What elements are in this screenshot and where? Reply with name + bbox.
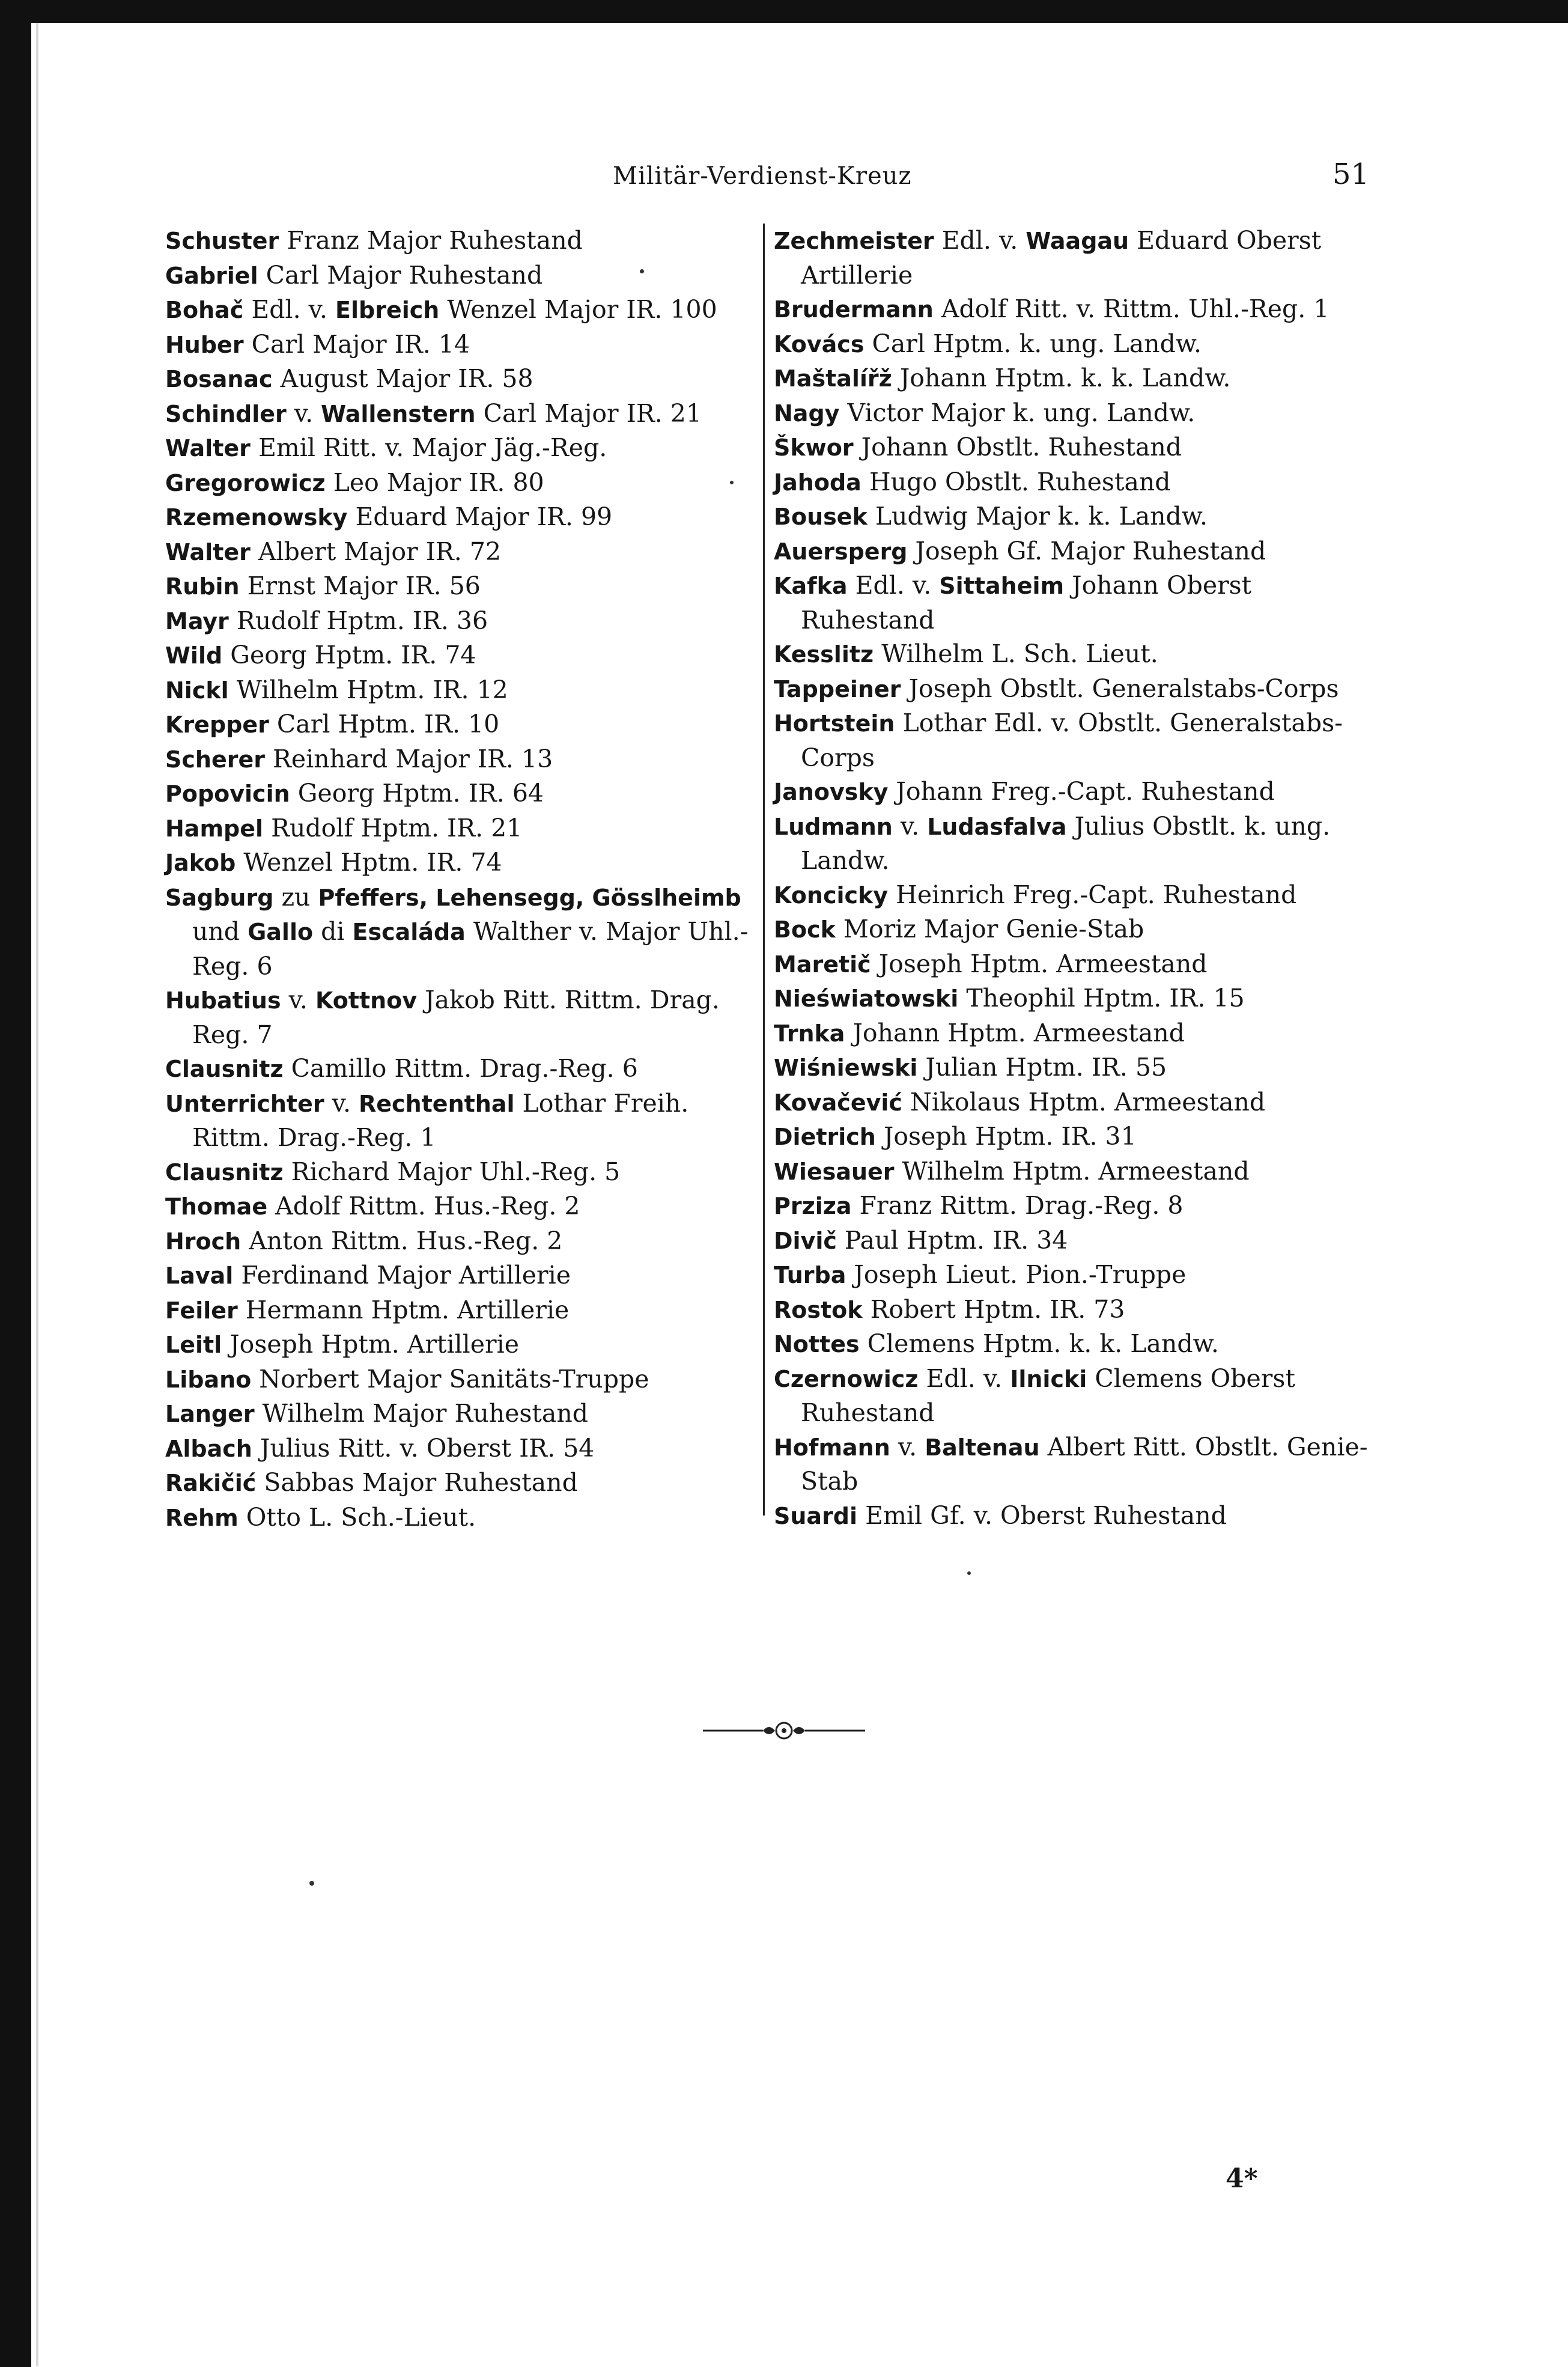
- entry-surname: Feiler: [165, 1297, 238, 1324]
- list-item: [165, 1500, 754, 1535]
- entry-surname: Libano: [165, 1366, 252, 1393]
- entry-details: Theophil Hptm. IR. 15: [958, 984, 1245, 1013]
- entry-surname: Elbreich: [335, 297, 440, 323]
- entry-details: Carl Major IR. 14: [243, 329, 470, 359]
- entry-surname: Clausnitz: [165, 1056, 284, 1082]
- list-item: [774, 1223, 1378, 1258]
- entry-details: Franz Rittm. Drag.-Reg. 8: [851, 1191, 1184, 1220]
- list-item: [774, 1189, 1378, 1223]
- list-item: [774, 224, 1378, 292]
- list-item: [774, 361, 1378, 396]
- entry-surname: Waagau: [1026, 228, 1129, 254]
- entry-surname: Ludmann: [774, 813, 893, 840]
- list-item: [165, 1293, 754, 1328]
- entry-surname: Sagburg: [165, 884, 274, 911]
- entry-details: Adolf Rittm. Hus.-Reg. 2: [267, 1192, 580, 1220]
- entry-surname: Popovicin: [165, 781, 290, 807]
- list-item: [165, 1466, 754, 1500]
- entry-surname: Hofmann: [774, 1434, 890, 1461]
- entry-surname: Janovsky: [774, 779, 889, 805]
- entry-details: Johann Hptm. Armeestand: [845, 1018, 1185, 1047]
- entry-details: v.: [324, 1088, 359, 1118]
- list-item: [165, 638, 754, 673]
- entry-details: Ernst Major IR. 56: [239, 571, 481, 600]
- entry-surname: Albach: [165, 1435, 252, 1462]
- entry-details: Rudolf Hptm. IR. 21: [263, 813, 523, 842]
- entry-details: Wilhelm Hptm. Armeestand: [894, 1156, 1250, 1186]
- list-item: [774, 637, 1378, 672]
- entry-details: Joseph Lieut. Pion.-Truppe: [846, 1260, 1187, 1289]
- list-item: [165, 742, 754, 777]
- entry-details: di: [313, 917, 353, 946]
- list-item: [165, 293, 754, 327]
- entry-surname: Dietrich: [774, 1124, 876, 1150]
- entry-surname: Divič: [774, 1227, 837, 1254]
- entry-surname: Jahoda: [774, 469, 861, 496]
- speck: [309, 1881, 314, 1886]
- entry-details: Clemens Oberst Ruhestand: [801, 1363, 1295, 1427]
- entry-surname: Jakob: [165, 850, 236, 876]
- entry-details: Joseph Gf. Major Ruhestand: [907, 536, 1266, 565]
- entry-details: Georg Hptm. IR. 74: [222, 641, 476, 669]
- entry-surname: Wallenstern: [321, 400, 476, 427]
- entry-surname: Clausnitz: [165, 1159, 284, 1186]
- list-item: [774, 1085, 1378, 1120]
- entry-surname: Maštalířž: [774, 365, 892, 392]
- entry-surname: Scherer: [165, 746, 265, 773]
- entry-details: und: [192, 917, 248, 946]
- list-item: [165, 1362, 754, 1397]
- entry-details: Edl. v.: [243, 295, 336, 324]
- list-item: [774, 465, 1378, 500]
- list-item: [165, 431, 754, 466]
- list-item: [165, 880, 754, 984]
- list-item: [165, 1224, 754, 1259]
- entry-details: v.: [286, 398, 321, 428]
- entry-details: Lothar Edl. v. Obstlt. Generalstabs-Corps: [801, 708, 1343, 772]
- left-column: [165, 224, 754, 1535]
- entry-surname: Rechtenthal: [359, 1090, 515, 1117]
- entry-details: Rudolf Hptm. IR. 36: [228, 606, 488, 635]
- entry-surname: Schindler: [165, 400, 287, 427]
- page-edge: [36, 23, 38, 2366]
- entry-surname: Konciсky: [774, 882, 889, 909]
- list-item: [774, 947, 1378, 982]
- entry-surname: Tappeiner: [774, 675, 901, 702]
- entry-surname: Auersperg: [774, 538, 908, 565]
- list-item: [774, 499, 1378, 534]
- list-item: [165, 1189, 754, 1224]
- entry-details: Carl Major IR. 21: [475, 398, 702, 428]
- entry-details: Emil Gf. v. Oberst Ruhestand: [857, 1500, 1227, 1530]
- entry-surname: Czernowicz: [774, 1365, 919, 1392]
- entry-surname: Bock: [774, 916, 836, 943]
- entry-details: Camillo Rittm. Drag.-Reg. 6: [283, 1054, 638, 1083]
- entry-surname: Škwor: [774, 434, 854, 461]
- page-number: 51: [1332, 157, 1370, 191]
- entry-surname: Walter: [165, 538, 251, 565]
- entry-surname: Hampel: [165, 815, 264, 842]
- entry-details: Clemens Hptm. k. k. Landw.: [859, 1329, 1219, 1358]
- entry-details: Sabbas Major Ruhestand: [256, 1468, 578, 1497]
- entry-details: Heinrich Freg.-Capt. Ruhestand: [888, 880, 1297, 909]
- entry-surname: Turba: [774, 1262, 846, 1288]
- entry-surname: Ilnicki: [1010, 1365, 1087, 1392]
- entry-details: Georg Hptm. IR. 64: [290, 779, 544, 808]
- list-item: [774, 568, 1378, 637]
- entry-details: Wilhelm Major Ruhestand: [254, 1399, 589, 1428]
- entry-details: Julian Hptm. IR. 55: [917, 1053, 1167, 1082]
- column-divider: [763, 224, 765, 1516]
- entry-surname: Rzemenowsky: [165, 504, 348, 531]
- entry-details: Johann Obstlt. Ruhestand: [853, 433, 1182, 462]
- entry-details: Hugo Obstlt. Ruhestand: [861, 467, 1171, 496]
- entry-details: Robert Hptm. IR. 73: [862, 1294, 1125, 1324]
- scan-border-top: [0, 0, 1568, 23]
- list-item: [165, 1431, 754, 1466]
- list-item: [165, 569, 754, 604]
- entry-surname: Gabriel: [165, 262, 258, 289]
- list-item: [165, 500, 754, 535]
- list-item: [774, 672, 1378, 707]
- list-item: [774, 292, 1378, 327]
- list-item: [774, 981, 1378, 1016]
- entry-details: Reinhard Major IR. 13: [264, 744, 553, 773]
- list-item: [774, 396, 1378, 431]
- entry-surname: Huber: [165, 331, 244, 358]
- entry-details: Eduard Major IR. 99: [347, 502, 613, 531]
- list-item: [774, 878, 1378, 913]
- entry-surname: Bousek: [774, 504, 868, 530]
- entry-details: Joseph Obstlt. Generalstabs-Corps: [901, 674, 1339, 703]
- entry-details: Edl. v.: [918, 1363, 1010, 1393]
- entry-details: Albert Ritt. Obstlt. Genie-Stab: [801, 1432, 1368, 1496]
- entry-details: Leo Major IR. 80: [325, 468, 544, 497]
- entry-details: Edl. v.: [934, 226, 1026, 255]
- entry-details: Carl Hptm. IR. 10: [269, 710, 500, 739]
- entry-surname: Wiesauer: [774, 1158, 895, 1185]
- list-item: [165, 811, 754, 846]
- list-item: [774, 809, 1378, 878]
- entry-surname: Rehm: [165, 1504, 239, 1531]
- list-item: [774, 1327, 1378, 1362]
- list-item: [165, 1397, 754, 1431]
- entry-details: Nikolaus Hptm. Armeestand: [902, 1087, 1266, 1116]
- entry-surname: Mayr: [165, 608, 229, 635]
- list-item: [774, 1120, 1378, 1154]
- entry-details: Walther v. Major Uhl.-Reg. 6: [192, 917, 749, 981]
- speck: [730, 481, 734, 484]
- entry-surname: Rostok: [774, 1296, 863, 1323]
- entry-details: Moriz Major Genie-Stab: [835, 915, 1144, 943]
- list-item: [774, 706, 1378, 775]
- scan-border-left: [0, 0, 31, 2367]
- entry-surname: Walter: [165, 435, 251, 462]
- list-item: [774, 1362, 1378, 1430]
- entry-details: Joseph Hptm. Artillerie: [222, 1330, 520, 1359]
- entry-details: Wenzel Major IR. 100: [439, 295, 717, 324]
- list-item: [774, 327, 1378, 362]
- entry-details: Wilhelm L. Sch. Lieut.: [874, 639, 1158, 668]
- entry-details: Julius Ritt. v. Oberst IR. 54: [252, 1433, 595, 1463]
- list-item: [165, 397, 754, 431]
- list-item: [774, 1258, 1378, 1293]
- entry-surname: Kesslitz: [774, 641, 874, 668]
- list-item: [165, 1086, 754, 1155]
- entry-details: Joseph Hptm. Armeestand: [871, 949, 1208, 978]
- entry-surname: Nagy: [774, 400, 840, 427]
- list-item: [774, 1499, 1378, 1534]
- entry-details: Joseph Hptm. IR. 31: [875, 1122, 1137, 1151]
- entry-surname: Schuster: [165, 228, 279, 254]
- entry-surname: Kafka: [774, 573, 848, 599]
- entry-surname: Prziza: [774, 1193, 852, 1219]
- list-item: [774, 1050, 1378, 1085]
- entry-surname: Brudermann: [774, 296, 934, 323]
- list-item: [165, 1052, 754, 1086]
- entry-surname: Langer: [165, 1401, 255, 1427]
- entry-details: Albert Major IR. 72: [250, 537, 502, 566]
- list-item: [165, 535, 754, 570]
- entry-surname: Hubatius: [165, 987, 281, 1014]
- list-item: [774, 430, 1378, 465]
- entry-details: August Major IR. 58: [272, 364, 533, 393]
- entry-details: Wenzel Hptm. IR. 74: [236, 848, 502, 877]
- entry-surname: Bohač: [165, 297, 244, 323]
- entry-surname: Thomae: [165, 1193, 268, 1220]
- list-item: [165, 776, 754, 811]
- entry-surname: Krepper: [165, 711, 269, 738]
- entry-surname: Pfeffers, Lehensegg, Gösslheimb: [318, 884, 741, 911]
- entry-surname: Nieświatowski: [774, 985, 959, 1012]
- list-item: [774, 534, 1378, 569]
- speck: [967, 1571, 971, 1575]
- entry-surname: Bosanac: [165, 366, 273, 392]
- list-item: [165, 707, 754, 742]
- entry-details: Lothar Freih. Rittm. Drag.-Reg. 1: [192, 1088, 689, 1152]
- entry-surname: Escaláda: [352, 919, 466, 945]
- entry-details: Johann Hptm. k. k. Landw.: [892, 364, 1231, 392]
- entry-surname: Kovács: [774, 331, 865, 358]
- entry-details: Eduard Oberst Artillerie: [801, 226, 1322, 290]
- list-item: [774, 775, 1378, 809]
- list-item: [774, 1016, 1378, 1051]
- entry-surname: Unterrichter: [165, 1090, 324, 1117]
- list-item: [165, 224, 754, 258]
- list-item: [165, 258, 754, 293]
- entry-details: Carl Major Ruhestand: [258, 260, 543, 290]
- entry-details: Wilhelm Hptm. IR. 12: [228, 675, 508, 704]
- entry-surname: Rakičić: [165, 1470, 257, 1496]
- list-item: [165, 362, 754, 397]
- entry-surname: Nottes: [774, 1331, 860, 1357]
- list-item: [774, 912, 1378, 947]
- entry-surname: Sittaheim: [939, 573, 1065, 599]
- list-item: [165, 604, 754, 639]
- entry-surname: Kovačević: [774, 1089, 902, 1116]
- entry-details: Anton Rittm. Hus.-Reg. 2: [241, 1226, 563, 1255]
- entry-details: Carl Hptm. k. ung. Landw.: [864, 329, 1202, 358]
- entry-surname: Trnka: [774, 1020, 845, 1047]
- entry-surname: Laval: [165, 1263, 234, 1289]
- entry-surname: Nickl: [165, 677, 229, 704]
- entry-details: Ludwig Major k. k. Landw.: [867, 502, 1208, 531]
- list-item: [165, 1155, 754, 1190]
- entry-details: Julius Obstlt. k. ung. Landw.: [801, 811, 1331, 875]
- entry-details: v.: [892, 811, 928, 841]
- entry-details: Ferdinand Major Artillerie: [233, 1261, 571, 1290]
- entry-details: Adolf Ritt. v. Rittm. Uhl.-Reg. 1: [933, 294, 1329, 323]
- entry-surname: Hortstein: [774, 710, 895, 737]
- entry-surname: Suardi: [774, 1502, 858, 1529]
- list-item: [165, 983, 754, 1052]
- list-item: [165, 1258, 754, 1293]
- entry-surname: Gregorowicz: [165, 469, 326, 496]
- entry-surname: Baltenau: [925, 1434, 1040, 1461]
- entry-details: v.: [890, 1432, 925, 1461]
- list-item: [774, 1154, 1378, 1189]
- list-item: [165, 673, 754, 708]
- entry-surname: Wild: [165, 642, 223, 669]
- list-item: [165, 327, 754, 362]
- entry-details: Edl. v.: [847, 571, 940, 600]
- entry-details: zu: [273, 882, 318, 912]
- entry-details: Hermann Hptm. Artillerie: [237, 1295, 570, 1324]
- entry-surname: Maretič: [774, 951, 871, 978]
- entry-details: Jakob Ritt. Rittm. Drag. Reg. 7: [192, 985, 720, 1049]
- entry-details: Victor Major k. ung. Landw.: [839, 398, 1196, 427]
- list-item: [774, 1430, 1378, 1499]
- entry-surname: Ludasfalva: [927, 813, 1067, 840]
- speck: [640, 269, 644, 273]
- entry-details: Johann Oberst Ruhestand: [801, 571, 1252, 635]
- entry-details: Johann Freg.-Capt. Ruhestand: [888, 777, 1275, 806]
- entry-surname: Leitl: [165, 1332, 222, 1358]
- list-item: [165, 466, 754, 501]
- entry-details: Paul Hptm. IR. 34: [836, 1225, 1068, 1255]
- entry-surname: Gallo: [248, 919, 314, 945]
- entry-details: Otto L. Sch.-Lieut.: [238, 1502, 476, 1532]
- entry-surname: Rubin: [165, 573, 240, 600]
- entry-surname: Kottnov: [315, 987, 418, 1014]
- entry-details: v.: [281, 985, 315, 1014]
- entry-details: Norbert Major Sanitäts-Truppe: [251, 1364, 649, 1394]
- entry-surname: Zechmeister: [774, 228, 934, 254]
- running-title: Militär-Verdienst-Kreuz: [613, 162, 912, 190]
- signature-mark: 4*: [1226, 2163, 1258, 2194]
- entry-details: Richard Major Uhl.-Reg. 5: [283, 1157, 621, 1186]
- list-item: [165, 1327, 754, 1362]
- right-column: [774, 224, 1378, 1533]
- list-item: [165, 845, 754, 880]
- entry-details: Franz Major Ruhestand: [279, 226, 583, 255]
- entry-details: Emil Ritt. v. Major Jäg.-Reg.: [250, 433, 607, 462]
- list-item: [774, 1293, 1378, 1327]
- entry-surname: Wiśniewski: [774, 1055, 918, 1081]
- ornament-divider-icon: [703, 1719, 865, 1743]
- entry-surname: Hroch: [165, 1228, 242, 1255]
